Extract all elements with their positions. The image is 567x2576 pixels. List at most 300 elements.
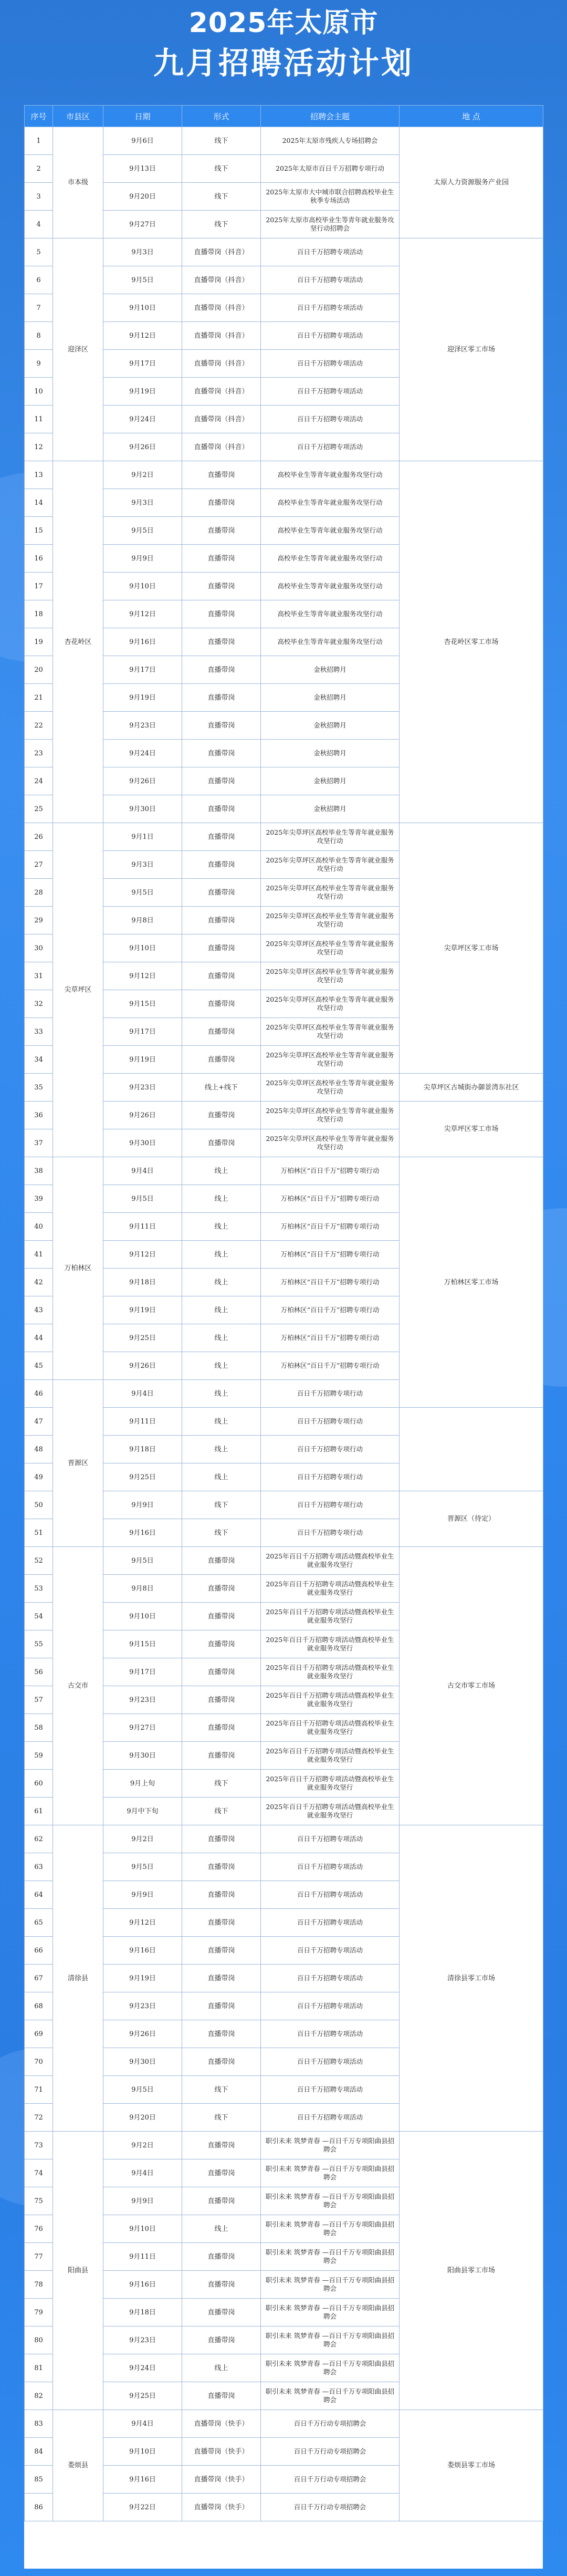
row-number: 82 bbox=[25, 2382, 53, 2410]
date-cell: 9月17日 bbox=[103, 350, 182, 378]
format-cell: 直播带岗 bbox=[182, 1630, 261, 1658]
theme-cell: 2025年百日千万招聘专项活动暨高校毕业生就业服务攻坚行 bbox=[261, 1547, 400, 1575]
date-cell: 9月19日 bbox=[103, 378, 182, 406]
format-cell: 线上 bbox=[182, 1296, 261, 1324]
date-cell: 9月30日 bbox=[103, 795, 182, 823]
district-cell: 市本级 bbox=[53, 127, 103, 238]
location-cell: 杏花岭区零工市场 bbox=[400, 461, 543, 823]
date-cell: 9月17日 bbox=[103, 656, 182, 684]
location-cell: 清徐县零工市场 bbox=[400, 1825, 543, 2132]
format-cell: 直播带岗 bbox=[182, 1603, 261, 1630]
row-number: 85 bbox=[25, 2466, 53, 2494]
format-cell: 直播带岗 bbox=[182, 1018, 261, 1046]
format-cell: 直播带岗 bbox=[182, 1909, 261, 1937]
date-cell: 9月10日 bbox=[103, 573, 182, 600]
row-number: 78 bbox=[25, 2271, 53, 2299]
district-cell: 阳曲县 bbox=[53, 2132, 103, 2410]
theme-cell: 百日千万招聘专项活动 bbox=[261, 406, 400, 433]
date-cell: 9月18日 bbox=[103, 1436, 182, 1463]
format-cell: 直播带岗 bbox=[182, 1575, 261, 1603]
date-cell: 9月30日 bbox=[103, 1129, 182, 1157]
format-cell: 直播带岗 bbox=[182, 879, 261, 907]
theme-cell: 万柏林区“百日千万”招聘专项行动 bbox=[261, 1157, 400, 1185]
format-cell: 线上 bbox=[182, 1436, 261, 1463]
district-cell: 古交市 bbox=[53, 1547, 103, 1825]
date-cell: 9月1日 bbox=[103, 823, 182, 851]
format-cell: 直播带岗 bbox=[182, 795, 261, 823]
date-cell: 9月9日 bbox=[103, 1491, 182, 1519]
page-title bbox=[0, 0, 567, 105]
format-cell: 直播带岗 bbox=[182, 2243, 261, 2271]
theme-cell: 2025年太原市残疾人专场招聘会 bbox=[261, 127, 400, 155]
format-cell: 直播带岗 bbox=[182, 1129, 261, 1157]
theme-cell: 2025年百日千万招聘专项活动暨高校毕业生就业服务攻坚行 bbox=[261, 1630, 400, 1658]
format-cell: 直播带岗 bbox=[182, 517, 261, 545]
row-number: 18 bbox=[25, 600, 53, 628]
date-cell: 9月4日 bbox=[103, 2159, 182, 2187]
row-number: 83 bbox=[25, 2410, 53, 2438]
row-number: 39 bbox=[25, 1185, 53, 1213]
theme-cell: 百日千万招聘专项活动 bbox=[261, 1881, 400, 1909]
date-cell: 9月24日 bbox=[103, 740, 182, 767]
format-cell: 直播带岗（抖音） bbox=[182, 378, 261, 406]
format-cell: 线下 bbox=[182, 2104, 261, 2132]
format-cell: 直播带岗 bbox=[182, 1046, 261, 1074]
row-number: 70 bbox=[25, 2048, 53, 2076]
table-row bbox=[25, 1825, 543, 1853]
row-number: 72 bbox=[25, 2104, 53, 2132]
date-cell: 9月19日 bbox=[103, 1046, 182, 1074]
date-cell: 9月25日 bbox=[103, 1324, 182, 1352]
date-cell: 9月23日 bbox=[103, 2326, 182, 2354]
row-number: 8 bbox=[25, 322, 53, 350]
date-cell: 9月26日 bbox=[103, 767, 182, 795]
theme-cell: 万柏林区“百日千万”招聘专项行动 bbox=[261, 1185, 400, 1213]
date-cell: 9月17日 bbox=[103, 1658, 182, 1686]
format-cell: 直播带岗 bbox=[182, 962, 261, 990]
row-number: 38 bbox=[25, 1157, 53, 1185]
date-cell: 9月16日 bbox=[103, 1519, 182, 1547]
district-cell: 清徐县 bbox=[53, 1825, 103, 2132]
format-cell: 直播带岗 bbox=[182, 712, 261, 740]
theme-cell: 2025年太原市高校毕业生等青年就业服务攻坚行动招聘会 bbox=[261, 211, 400, 238]
table-row bbox=[25, 1157, 543, 1185]
format-cell: 直播带岗 bbox=[182, 2132, 261, 2159]
date-cell: 9月9日 bbox=[103, 2187, 182, 2215]
format-cell: 线下 bbox=[182, 1491, 261, 1519]
table-row bbox=[25, 238, 543, 266]
table-header-row bbox=[25, 106, 543, 127]
row-number: 59 bbox=[25, 1742, 53, 1770]
location-cell: 古交市零工市场 bbox=[400, 1547, 543, 1825]
row-number: 45 bbox=[25, 1352, 53, 1380]
table-body bbox=[25, 127, 543, 2521]
format-cell: 直播带岗 bbox=[182, 2326, 261, 2354]
theme-cell: 2025年尖草坪区高校毕业生等青年就业服务攻坚行动 bbox=[261, 879, 400, 907]
theme-cell: 2025年百日千万招聘专项活动暨高校毕业生就业服务攻坚行 bbox=[261, 1770, 400, 1798]
theme-cell: 职引未来 筑梦青春 —百日千万专项阳曲县招聘会 bbox=[261, 2271, 400, 2299]
format-cell: 直播带岗 bbox=[182, 2159, 261, 2187]
date-cell: 9月10日 bbox=[103, 2215, 182, 2243]
row-number: 14 bbox=[25, 489, 53, 517]
theme-cell: 高校毕业生等青年就业服务攻坚行动 bbox=[261, 600, 400, 628]
row-number: 32 bbox=[25, 990, 53, 1018]
theme-cell: 百日千万招聘专项行动 bbox=[261, 1436, 400, 1463]
date-cell: 9月26日 bbox=[103, 433, 182, 461]
date-cell: 9月5日 bbox=[103, 1185, 182, 1213]
date-cell: 9月15日 bbox=[103, 990, 182, 1018]
theme-cell: 2025年百日千万招聘专项活动暨高校毕业生就业服务攻坚行 bbox=[261, 1714, 400, 1742]
format-cell: 直播带岗 bbox=[182, 1825, 261, 1853]
row-number: 7 bbox=[25, 294, 53, 322]
format-cell: 线下 bbox=[182, 127, 261, 155]
date-cell: 9月24日 bbox=[103, 2354, 182, 2382]
format-cell: 直播带岗 bbox=[182, 628, 261, 656]
row-number: 25 bbox=[25, 795, 53, 823]
theme-cell: 百日千万行动专项招聘会 bbox=[261, 2410, 400, 2438]
district-cell: 万柏林区 bbox=[53, 1157, 103, 1380]
theme-cell: 百日千万招聘专项活动 bbox=[261, 1825, 400, 1853]
theme-cell: 金秋招聘月 bbox=[261, 795, 400, 823]
row-number: 12 bbox=[25, 433, 53, 461]
row-number: 61 bbox=[25, 1798, 53, 1825]
date-cell: 9月19日 bbox=[103, 1965, 182, 1992]
row-number: 77 bbox=[25, 2243, 53, 2271]
date-cell: 9月5日 bbox=[103, 2076, 182, 2104]
theme-cell: 百日千万招聘专项行动 bbox=[261, 1491, 400, 1519]
theme-cell: 2025年尖草坪区高校毕业生等青年就业服务攻坚行动 bbox=[261, 934, 400, 962]
date-cell: 9月23日 bbox=[103, 712, 182, 740]
date-cell: 9月2日 bbox=[103, 1825, 182, 1853]
theme-cell: 百日千万招聘专项行动 bbox=[261, 1519, 400, 1547]
date-cell: 9月25日 bbox=[103, 1463, 182, 1491]
date-cell: 9月10日 bbox=[103, 294, 182, 322]
format-cell: 直播带岗 bbox=[182, 1686, 261, 1714]
row-number: 79 bbox=[25, 2299, 53, 2326]
row-number: 36 bbox=[25, 1102, 53, 1129]
date-cell: 9月10日 bbox=[103, 934, 182, 962]
format-cell: 直播带岗 bbox=[182, 2382, 261, 2410]
row-number: 68 bbox=[25, 1992, 53, 2020]
theme-cell: 2025年百日千万招聘专项活动暨高校毕业生就业服务攻坚行 bbox=[261, 1686, 400, 1714]
format-cell: 线上 bbox=[182, 1213, 261, 1241]
date-cell: 9月16日 bbox=[103, 2466, 182, 2494]
format-cell: 直播带岗 bbox=[182, 1965, 261, 1992]
location-cell: 阳曲县零工市场 bbox=[400, 2132, 543, 2410]
theme-cell: 高校毕业生等青年就业服务攻坚行动 bbox=[261, 628, 400, 656]
format-cell: 直播带岗 bbox=[182, 851, 261, 879]
district-cell: 娄烦县 bbox=[53, 2410, 103, 2521]
format-cell: 线下 bbox=[182, 1519, 261, 1547]
date-cell: 9月8日 bbox=[103, 1575, 182, 1603]
row-number: 47 bbox=[25, 1408, 53, 1436]
theme-cell: 职引未来 筑梦青春 —百日千万专项阳曲县招聘会 bbox=[261, 2299, 400, 2326]
row-number: 6 bbox=[25, 266, 53, 294]
row-number: 13 bbox=[25, 461, 53, 489]
theme-cell: 百日千万招聘专项活动 bbox=[261, 1937, 400, 1965]
row-number: 84 bbox=[25, 2438, 53, 2466]
row-number: 46 bbox=[25, 1380, 53, 1408]
format-cell: 直播带岗 bbox=[182, 823, 261, 851]
format-cell: 直播带岗 bbox=[182, 1102, 261, 1129]
row-number: 34 bbox=[25, 1046, 53, 1074]
date-cell: 9月3日 bbox=[103, 851, 182, 879]
date-cell: 9月23日 bbox=[103, 1686, 182, 1714]
column-header-district: 市县区 bbox=[53, 106, 103, 127]
date-cell: 9月3日 bbox=[103, 489, 182, 517]
date-cell: 9月18日 bbox=[103, 1269, 182, 1296]
theme-cell: 职引未来 筑梦青春 —百日千万专项阳曲县招聘会 bbox=[261, 2326, 400, 2354]
theme-cell: 金秋招聘月 bbox=[261, 740, 400, 767]
format-cell: 直播带岗 bbox=[182, 1742, 261, 1770]
schedule-table-container bbox=[24, 105, 543, 2569]
format-cell: 线下 bbox=[182, 1770, 261, 1798]
row-number: 4 bbox=[25, 211, 53, 238]
format-cell: 直播带岗（快手） bbox=[182, 2466, 261, 2494]
date-cell: 9月12日 bbox=[103, 322, 182, 350]
row-number: 21 bbox=[25, 684, 53, 712]
row-number: 86 bbox=[25, 2494, 53, 2521]
theme-cell: 职引未来 筑梦青春 —百日千万专项阳曲县招聘会 bbox=[261, 2187, 400, 2215]
date-cell: 9月2日 bbox=[103, 461, 182, 489]
theme-cell: 职引未来 筑梦青春 —百日千万专项阳曲县招聘会 bbox=[261, 2354, 400, 2382]
location-cell: 晋源区（待定） bbox=[400, 1491, 543, 1547]
format-cell: 直播带岗（快手） bbox=[182, 2438, 261, 2466]
district-cell: 杏花岭区 bbox=[53, 461, 103, 823]
theme-cell: 2025年尖草坪区高校毕业生等青年就业服务攻坚行动 bbox=[261, 851, 400, 879]
row-number: 75 bbox=[25, 2187, 53, 2215]
date-cell: 9月4日 bbox=[103, 1157, 182, 1185]
row-number: 40 bbox=[25, 1213, 53, 1241]
location-cell: 尖草坪区零工市场 bbox=[400, 823, 543, 1074]
theme-cell: 百日千万招聘专项活动 bbox=[261, 2104, 400, 2132]
theme-cell: 金秋招聘月 bbox=[261, 767, 400, 795]
row-number: 69 bbox=[25, 2020, 53, 2048]
theme-cell: 万柏林区“百日千万”招聘专项行动 bbox=[261, 1213, 400, 1241]
row-number: 52 bbox=[25, 1547, 53, 1575]
theme-cell: 百日千万招聘专项活动 bbox=[261, 2020, 400, 2048]
date-cell: 9月26日 bbox=[103, 2020, 182, 2048]
row-number: 42 bbox=[25, 1269, 53, 1296]
row-number: 65 bbox=[25, 1909, 53, 1937]
date-cell: 9月17日 bbox=[103, 1018, 182, 1046]
theme-cell: 2025年百日千万招聘专项活动暨高校毕业生就业服务攻坚行 bbox=[261, 1603, 400, 1630]
theme-cell: 2025年百日千万招聘专项活动暨高校毕业生就业服务攻坚行 bbox=[261, 1798, 400, 1825]
theme-cell: 高校毕业生等青年就业服务攻坚行动 bbox=[261, 461, 400, 489]
date-cell: 9月5日 bbox=[103, 517, 182, 545]
theme-cell: 万柏林区“百日千万”招聘专项行动 bbox=[261, 1269, 400, 1296]
row-number: 76 bbox=[25, 2215, 53, 2243]
format-cell: 线上 bbox=[182, 1269, 261, 1296]
row-number: 53 bbox=[25, 1575, 53, 1603]
date-cell: 9月12日 bbox=[103, 962, 182, 990]
theme-cell: 百日千万招聘专项活动 bbox=[261, 2048, 400, 2076]
format-cell: 线上 bbox=[182, 1157, 261, 1185]
location-cell: 尖草坪区零工市场 bbox=[400, 1102, 543, 1157]
date-cell: 9月16日 bbox=[103, 2271, 182, 2299]
date-cell: 9月12日 bbox=[103, 1909, 182, 1937]
date-cell: 9月5日 bbox=[103, 1547, 182, 1575]
date-cell: 9月9日 bbox=[103, 1881, 182, 1909]
format-cell: 线上 bbox=[182, 1241, 261, 1269]
date-cell: 9月19日 bbox=[103, 1296, 182, 1324]
format-cell: 直播带岗 bbox=[182, 1714, 261, 1742]
district-cell: 迎泽区 bbox=[53, 238, 103, 461]
location-cell: 迎泽区零工市场 bbox=[400, 238, 543, 461]
format-cell: 线上 bbox=[182, 2215, 261, 2243]
row-number: 41 bbox=[25, 1241, 53, 1269]
column-header-theme: 招聘会主题 bbox=[261, 106, 400, 127]
theme-cell: 百日千万招聘专项行动 bbox=[261, 1380, 400, 1408]
format-cell: 线上+线下 bbox=[182, 1074, 261, 1102]
theme-cell: 2025年尖草坪区高校毕业生等青年就业服务攻坚行动 bbox=[261, 962, 400, 990]
date-cell: 9月11日 bbox=[103, 1213, 182, 1241]
date-cell: 9月25日 bbox=[103, 2382, 182, 2410]
theme-cell: 职引未来 筑梦青春 —百日千万专项阳曲县招聘会 bbox=[261, 2382, 400, 2410]
row-number: 54 bbox=[25, 1603, 53, 1630]
row-number: 37 bbox=[25, 1129, 53, 1157]
date-cell: 9月18日 bbox=[103, 2299, 182, 2326]
format-cell: 直播带岗 bbox=[182, 2020, 261, 2048]
theme-cell: 2025年百日千万招聘专项活动暨高校毕业生就业服务攻坚行 bbox=[261, 1742, 400, 1770]
row-number: 73 bbox=[25, 2132, 53, 2159]
date-cell: 9月16日 bbox=[103, 628, 182, 656]
format-cell: 直播带岗 bbox=[182, 684, 261, 712]
format-cell: 线下 bbox=[182, 183, 261, 211]
column-header-location: 地 点 bbox=[400, 106, 543, 127]
format-cell: 线下 bbox=[182, 2076, 261, 2104]
theme-cell: 金秋招聘月 bbox=[261, 684, 400, 712]
row-number: 11 bbox=[25, 406, 53, 433]
district-cell: 晋源区 bbox=[53, 1380, 103, 1547]
row-number: 20 bbox=[25, 656, 53, 684]
theme-cell: 万柏林区“百日千万”招聘专项行动 bbox=[261, 1296, 400, 1324]
theme-cell: 金秋招聘月 bbox=[261, 656, 400, 684]
theme-cell: 百日千万招聘专项活动 bbox=[261, 378, 400, 406]
theme-cell: 百日千万招聘专项活动 bbox=[261, 266, 400, 294]
table-row bbox=[25, 127, 543, 155]
table-row bbox=[25, 2410, 543, 2438]
theme-cell: 百日千万招聘专项活动 bbox=[261, 2076, 400, 2104]
theme-cell: 万柏林区“百日千万”招聘专项行动 bbox=[261, 1241, 400, 1269]
row-number: 55 bbox=[25, 1630, 53, 1658]
theme-cell: 百日千万招聘专项行动 bbox=[261, 1463, 400, 1491]
format-cell: 直播带岗（抖音） bbox=[182, 294, 261, 322]
format-cell: 线上 bbox=[182, 1352, 261, 1380]
theme-cell: 2025年尖草坪区高校毕业生等青年就业服务攻坚行动 bbox=[261, 1046, 400, 1074]
row-number: 29 bbox=[25, 907, 53, 934]
format-cell: 线上 bbox=[182, 2354, 261, 2382]
row-number: 28 bbox=[25, 879, 53, 907]
date-cell: 9月10日 bbox=[103, 1603, 182, 1630]
table-row bbox=[25, 1547, 543, 1575]
date-cell: 9月24日 bbox=[103, 406, 182, 433]
format-cell: 直播带岗 bbox=[182, 545, 261, 573]
format-cell: 直播带岗（快手） bbox=[182, 2494, 261, 2521]
format-cell: 直播带岗 bbox=[182, 1992, 261, 2020]
row-number: 58 bbox=[25, 1714, 53, 1742]
theme-cell: 2025年尖草坪区高校毕业生等青年就业服务攻坚行动 bbox=[261, 1074, 400, 1102]
title-line-2: 九月招聘活动计划 bbox=[153, 45, 414, 81]
row-number: 24 bbox=[25, 767, 53, 795]
format-cell: 直播带岗 bbox=[182, 600, 261, 628]
title-line-1: 2025年太原市 bbox=[188, 7, 379, 39]
date-cell: 9月30日 bbox=[103, 1742, 182, 1770]
format-cell: 直播带岗 bbox=[182, 907, 261, 934]
row-number: 31 bbox=[25, 962, 53, 990]
theme-cell: 高校毕业生等青年就业服务攻坚行动 bbox=[261, 489, 400, 517]
theme-cell: 2025年尖草坪区高校毕业生等青年就业服务攻坚行动 bbox=[261, 1102, 400, 1129]
date-cell: 9月2日 bbox=[103, 2132, 182, 2159]
row-number: 19 bbox=[25, 628, 53, 656]
date-cell: 9月12日 bbox=[103, 600, 182, 628]
theme-cell: 职引未来 筑梦青春 —百日千万专项阳曲县招聘会 bbox=[261, 2159, 400, 2187]
format-cell: 直播带岗 bbox=[182, 740, 261, 767]
row-number: 23 bbox=[25, 740, 53, 767]
format-cell: 直播带岗（抖音） bbox=[182, 266, 261, 294]
location-cell: 万柏林区零工市场 bbox=[400, 1157, 543, 1408]
date-cell: 9月20日 bbox=[103, 2104, 182, 2132]
theme-cell: 高校毕业生等青年就业服务攻坚行动 bbox=[261, 545, 400, 573]
format-cell: 线上 bbox=[182, 1380, 261, 1408]
format-cell: 线上 bbox=[182, 1324, 261, 1352]
row-number: 48 bbox=[25, 1436, 53, 1463]
format-cell: 直播带岗 bbox=[182, 1881, 261, 1909]
format-cell: 直播带岗 bbox=[182, 2271, 261, 2299]
row-number: 50 bbox=[25, 1491, 53, 1519]
format-cell: 线下 bbox=[182, 1798, 261, 1825]
row-number: 80 bbox=[25, 2326, 53, 2354]
date-cell: 9月8日 bbox=[103, 907, 182, 934]
format-cell: 直播带岗（抖音） bbox=[182, 350, 261, 378]
row-number: 1 bbox=[25, 127, 53, 155]
row-number: 30 bbox=[25, 934, 53, 962]
row-number: 57 bbox=[25, 1686, 53, 1714]
theme-cell: 高校毕业生等青年就业服务攻坚行动 bbox=[261, 573, 400, 600]
row-number: 35 bbox=[25, 1074, 53, 1102]
format-cell: 直播带岗 bbox=[182, 2048, 261, 2076]
row-number: 44 bbox=[25, 1324, 53, 1352]
theme-cell: 2025年尖草坪区高校毕业生等青年就业服务攻坚行动 bbox=[261, 823, 400, 851]
theme-cell: 百日千万行动专项招聘会 bbox=[261, 2466, 400, 2494]
location-cell: 娄烦县零工市场 bbox=[400, 2410, 543, 2521]
theme-cell: 2025年尖草坪区高校毕业生等青年就业服务攻坚行动 bbox=[261, 907, 400, 934]
district-cell: 尖草坪区 bbox=[53, 823, 103, 1157]
row-number: 3 bbox=[25, 183, 53, 211]
format-cell: 直播带岗（抖音） bbox=[182, 322, 261, 350]
theme-cell: 2025年尖草坪区高校毕业生等青年就业服务攻坚行动 bbox=[261, 1129, 400, 1157]
schedule-table bbox=[24, 105, 543, 2521]
row-number: 5 bbox=[25, 238, 53, 266]
row-number: 17 bbox=[25, 573, 53, 600]
format-cell: 直播带岗 bbox=[182, 1547, 261, 1575]
row-number: 15 bbox=[25, 517, 53, 545]
theme-cell: 百日千万行动专项招聘会 bbox=[261, 2438, 400, 2466]
date-cell: 9月23日 bbox=[103, 1074, 182, 1102]
format-cell: 直播带岗（抖音） bbox=[182, 406, 261, 433]
date-cell: 9月5日 bbox=[103, 879, 182, 907]
date-cell: 9月23日 bbox=[103, 1992, 182, 2020]
column-header-date: 日期 bbox=[103, 106, 182, 127]
row-number: 22 bbox=[25, 712, 53, 740]
row-number: 62 bbox=[25, 1825, 53, 1853]
column-header-format: 形式 bbox=[182, 106, 261, 127]
date-cell: 9月9日 bbox=[103, 545, 182, 573]
date-cell: 9月6日 bbox=[103, 127, 182, 155]
row-number: 43 bbox=[25, 1296, 53, 1324]
date-cell: 9月上旬 bbox=[103, 1770, 182, 1798]
theme-cell: 百日千万招聘专项活动 bbox=[261, 433, 400, 461]
